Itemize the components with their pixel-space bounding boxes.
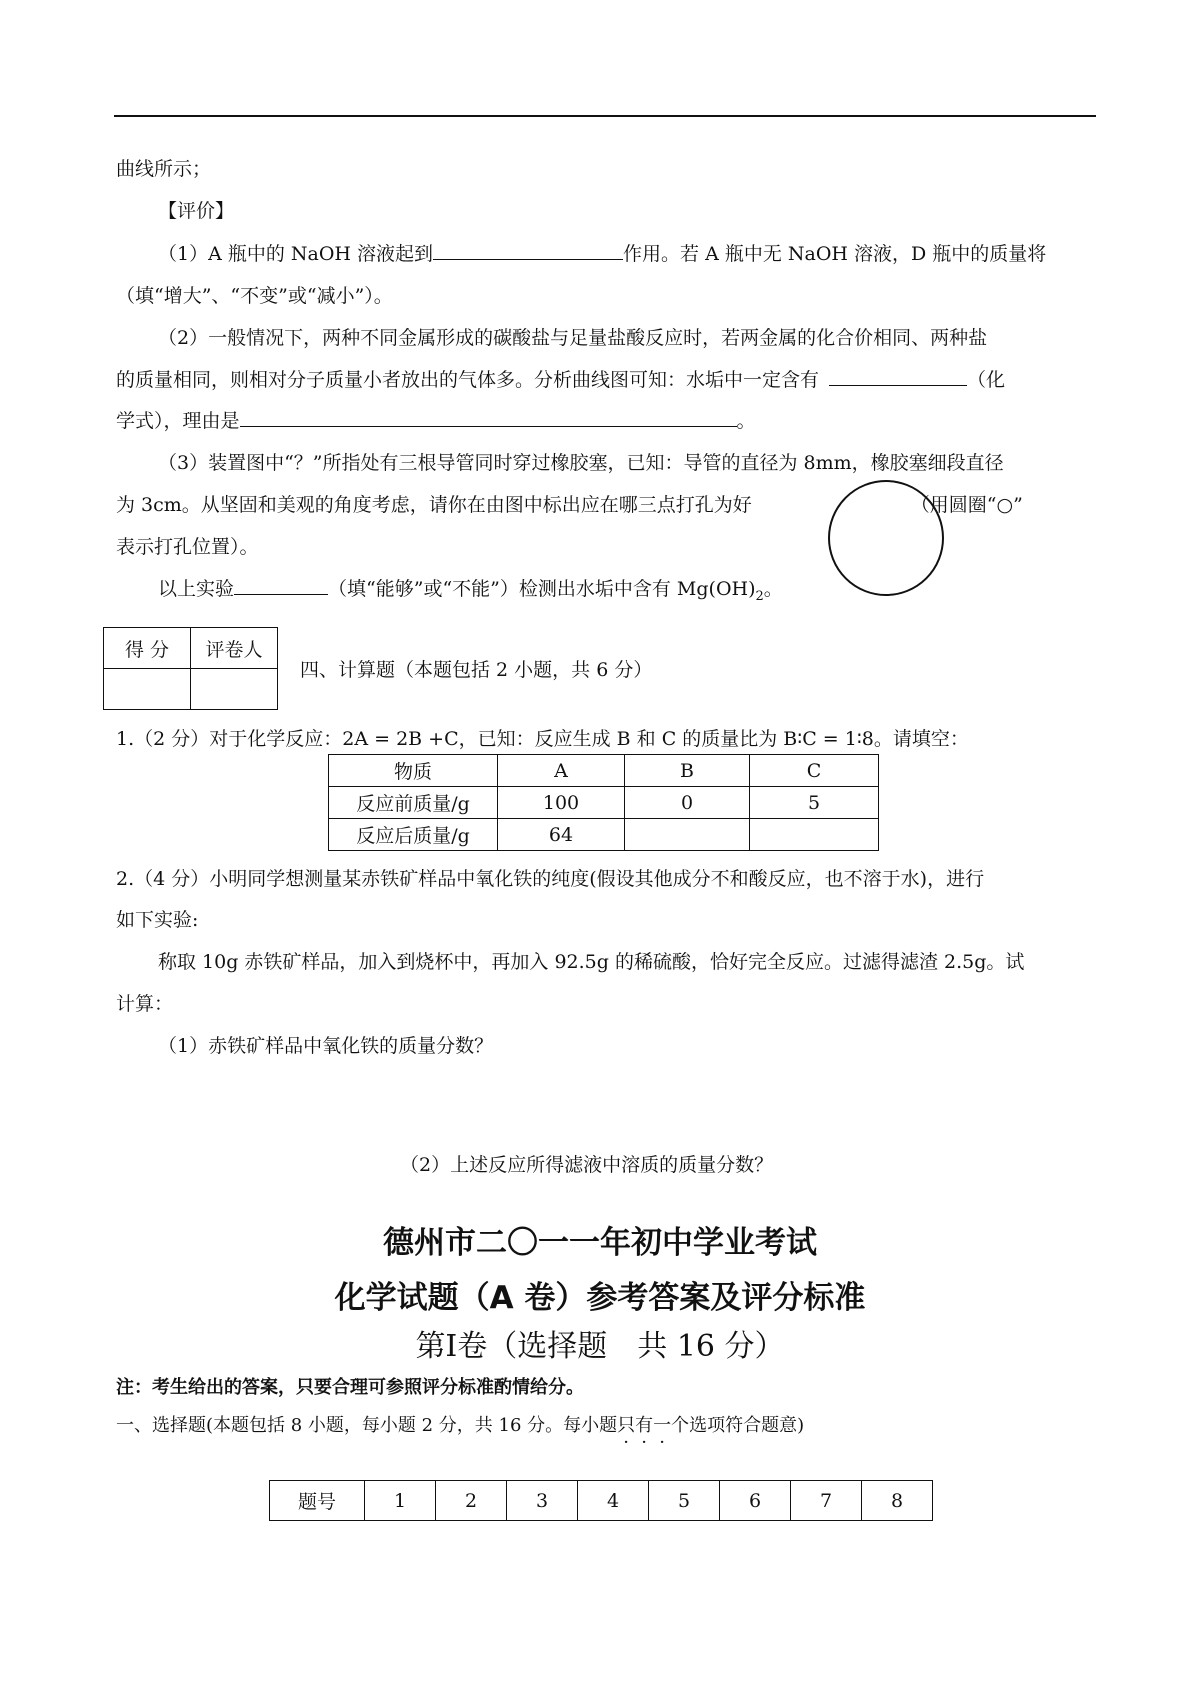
text-line: 称取 10g 赤铁矿样品，加入到烧杯中，再加入 92.5g 的稀硫酸，恰好完全反应。过滤得滤渣 2.5g。试 — [158, 951, 1025, 973]
text-segment: 以上实验 — [158, 578, 235, 600]
sub-question: （1）赤铁矿样品中氧化铁的质量分数？ — [158, 1035, 494, 1057]
text-segment: 为 3cm。从坚固和美观的角度考虑，请你在由图中标出应在哪三点打孔为好 — [116, 494, 752, 516]
text-segment: （填“能够”或“不能”）检测出水垢中含有 Mg(OH) — [328, 578, 756, 600]
table-cell: 0 — [625, 787, 750, 819]
table-cell: 5 — [750, 787, 879, 819]
table-header: 物质 — [329, 755, 498, 787]
table-header: 8 — [862, 1481, 933, 1521]
text-line — [116, 366, 1005, 394]
table-header: 6 — [720, 1481, 791, 1521]
table-header: 题号 — [270, 1481, 365, 1521]
evaluation-heading: 【评价】 — [158, 200, 235, 222]
answer-blank — [829, 367, 967, 386]
table-header: 7 — [791, 1481, 862, 1521]
table-header: B — [625, 755, 750, 787]
score-header: 得 分 — [104, 628, 191, 669]
text-segment: 。 — [763, 578, 783, 600]
text-segment: 作用。若 A 瓶中无 NaOH 溶液，D 瓶中的质量将 — [623, 243, 1047, 265]
part-title: 第Ⅰ卷（选择题 共 16 分） — [415, 1329, 785, 1364]
table-cell: 100 — [498, 787, 625, 819]
grader-cell — [191, 669, 278, 710]
table-row — [329, 819, 879, 851]
text-line: 曲线所示； — [116, 158, 212, 180]
sub-question: （2）上述反应所得滤液中溶质的质量分数？ — [400, 1154, 774, 1176]
rubber-stopper-circle-figure — [828, 480, 944, 596]
text-line: 如下实验: — [116, 909, 199, 931]
answer-blank — [240, 408, 737, 427]
emphasis-char: 一 — [653, 1415, 672, 1436]
text-line: 表示打孔位置）。 — [116, 536, 259, 558]
text-line — [158, 575, 783, 611]
answer-subtitle: 化学试题（A 卷）参考答案及评分标准 — [334, 1280, 866, 1316]
text-segment: （1）A 瓶中的 NaOH 溶液起到 — [158, 243, 434, 265]
text-line: （填“增大”、“不变”或“减小”）。 — [116, 285, 393, 307]
table-header-row — [270, 1481, 933, 1521]
table-cell: 64 — [498, 819, 625, 851]
text-segment: 的质量相同，则相对分子质量小者放出的气体多。分析曲线图可知：水垢中一定含有 — [116, 369, 820, 391]
table-header: A — [498, 755, 625, 787]
text-segment: （化 — [967, 369, 1006, 391]
answer-blank — [234, 576, 328, 595]
score-table — [103, 627, 278, 710]
table-header: 4 — [578, 1481, 649, 1521]
question-text: 1.（2 分）对于化学反应：2A = 2B +C，已知：反应生成 B 和 C 的质量比为 B∶C = 1∶8。请填空： — [116, 728, 969, 750]
table-cell — [625, 819, 750, 851]
score-cell — [104, 669, 191, 710]
text-segment: （用圆圈“○” — [910, 494, 1023, 516]
question-3-line: （3）装置图中“？”所指处有三根导管同时穿过橡胶塞，已知：导管的直径为 8mm，橡胶塞细段直径 — [158, 452, 1004, 474]
text-segment: 个选项符合题意) — [671, 1415, 805, 1436]
answer-title: 德州市二〇一一年初中学业考试 — [383, 1225, 817, 1261]
subscript: 2 — [755, 588, 764, 604]
table-header: 1 — [365, 1481, 436, 1521]
emphasis-char: 有 — [635, 1415, 654, 1436]
table-header: 3 — [507, 1481, 578, 1521]
mass-table — [328, 754, 879, 851]
section-4-title: 四、计算题（本题包括 2 小题，共 6 分） — [300, 659, 653, 681]
header-rule — [114, 115, 1096, 117]
table-header: 2 — [436, 1481, 507, 1521]
table-cell: 反应前质量/g — [329, 787, 498, 819]
answer-table — [269, 1480, 933, 1521]
question-text: 2.（4 分）小明同学想测量某赤铁矿样品中氧化铁的纯度(假设其他成分不和酸反应，也不溶于水)，进行 — [116, 868, 985, 890]
text-segment: 。 — [736, 410, 756, 432]
emphasis-char: 只 — [617, 1415, 636, 1436]
table-header: C — [750, 755, 879, 787]
question-2-line: （2）一般情况下，两种不同金属形成的碳酸盐与足量盐酸反应时，若两金属的化合价相同、两种盐 — [158, 327, 988, 349]
table-header-row — [329, 755, 879, 787]
answer-blank — [433, 241, 623, 260]
grader-header: 评卷人 — [191, 628, 278, 669]
text-line — [116, 407, 756, 435]
question-1-line — [158, 240, 1046, 268]
text-segment: 学式），理由是 — [116, 410, 240, 432]
table-header: 5 — [649, 1481, 720, 1521]
section-1-title — [116, 1412, 804, 1440]
table-row — [329, 787, 879, 819]
table-cell — [750, 819, 879, 851]
text-line: 计算： — [116, 993, 174, 1015]
table-cell: 反应后质量/g — [329, 819, 498, 851]
grading-note: 注：考生给出的答案，只要合理可参照评分标准酌情给分。 — [116, 1377, 584, 1398]
text-segment: 一、选择题(本题包括 8 小题，每小题 2 分，共 16 分。每小题 — [116, 1415, 618, 1436]
